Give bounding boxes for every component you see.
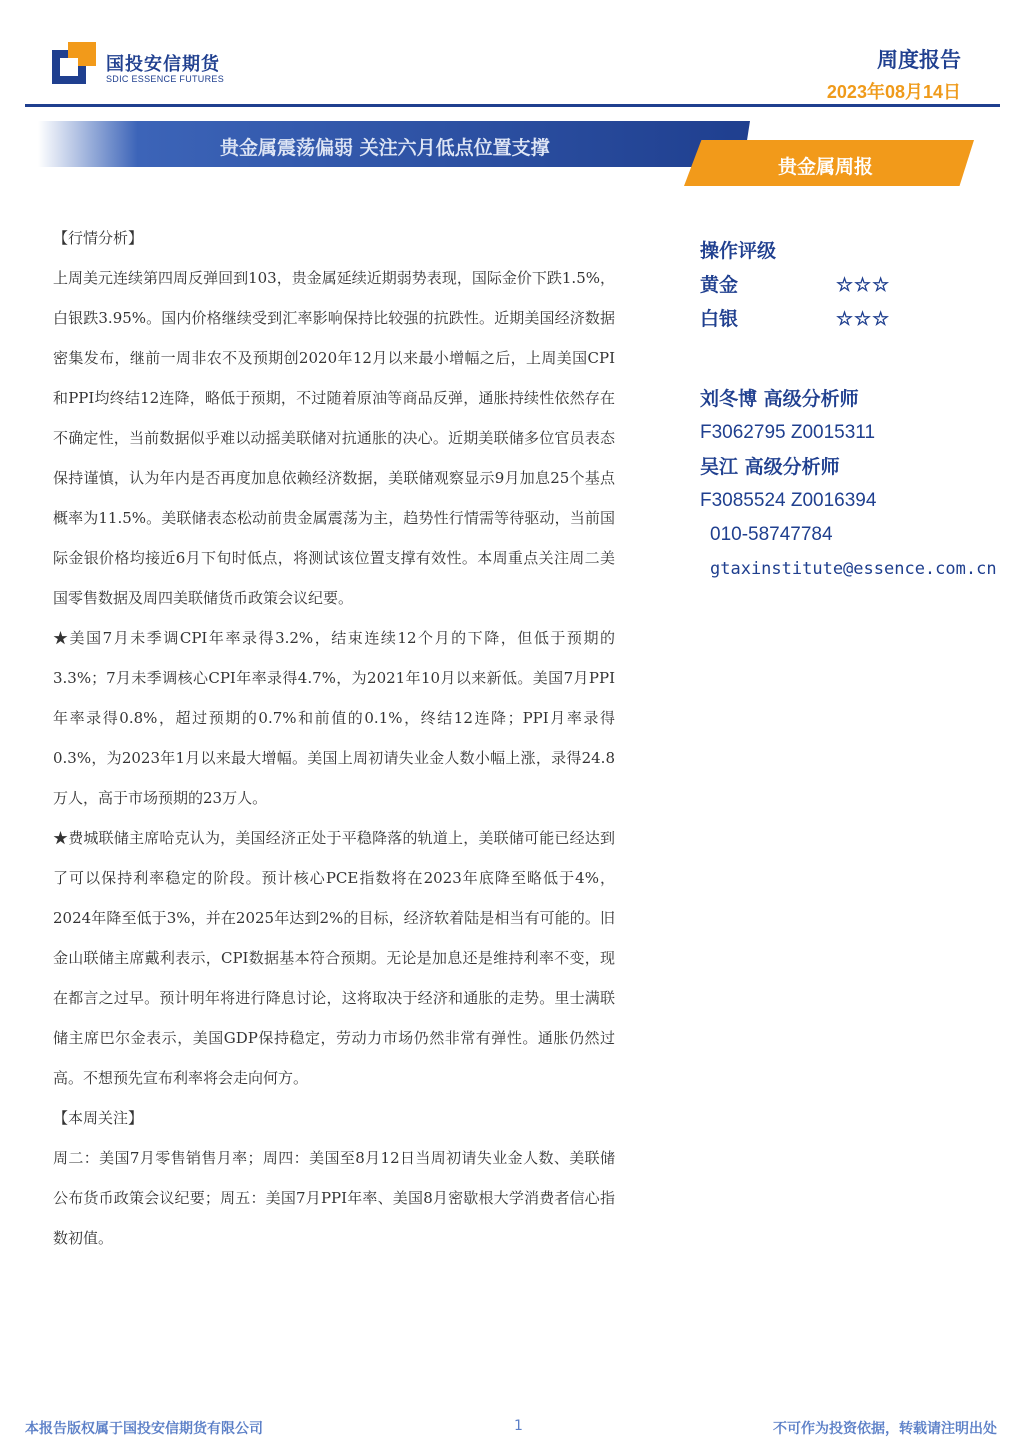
category-label: 贵金属周报 <box>778 156 874 178</box>
rating-name: 黄金 <box>700 274 739 296</box>
report-date: 2023年08月14日 <box>826 82 961 102</box>
logo-mark-icon <box>52 42 100 86</box>
paragraph-market-summary: 上周美元连续第四周反弹回到103，贵金属延续近期弱势表现，国际金价下跌1.5%，白银跌3.95%。国内价格继续受到汇率影响保持比较强的抗跌性。近期美国经济数据密集发布，继前一周非农不及预期创2020年12月以来最小增幅之后，上周美国CPI和PPI均终结12连降，略低于预期，不过随着原油等商品反弹，通胀持续性依然存在不确定性，当前数据似乎难以动摇美联储对抗通胀的决心。近期美联储多位官员表态保持谨慎，认为年内是否再度加息依赖经济数据，美联储观察显示9月加息25个基点概率为11.5%。美联储表态松动前贵金属震荡为主，趋势性行情需等待驱动，当前国际金银价格均接近6月下旬时低点，将测试该位置支撑有效性。本周重点关注周二美国零售数据及周四美联储货币政策会议纪要。 <box>53 269 615 607</box>
star-rating-icon: ☆☆☆ <box>836 274 891 296</box>
rating-row-silver <box>700 302 1025 336</box>
company-logo <box>52 42 252 90</box>
paragraph-fed-speakers: ★费城联储主席哈克认为，美国经济正处于平稳降落的轨道上，美联储可能已经达到了可以保持利率稳定的阶段。预计核心PCE指数将在2023年底降至略低于4%，2024年降至低于3%，并在2025年达到2%的目标，经济软着陆是相当有可能的。旧金山联储主席戴利表示，CPI数据基本符合预期。无论是加息还是维持利率不变，现在都言之过早。预计明年将进行降息讨论，这将取决于经济和通胀的走势。里士满联储主席巴尔金表示，美国GDP保持稳定，劳动力市场仍然非常有弹性。通胀仍然过高。不想预先宣布利率将会走向何方。 <box>53 829 615 1087</box>
rating-row-gold <box>700 268 1025 302</box>
report-type: 周度报告 <box>877 48 961 72</box>
footer-copyright: 本报告版权属于国投安信期货有限公司 <box>25 1421 263 1437</box>
contact-phone: 010-58747784 <box>710 524 833 545</box>
rating-title: 操作评级 <box>700 240 777 262</box>
logo-text-en: SDIC ESSENCE FUTURES <box>106 74 225 84</box>
footer-disclaimer: 不可作为投资依据，转载请注明出处 <box>773 1421 997 1437</box>
rating-name: 白银 <box>700 308 739 330</box>
paragraph-calendar: 周二：美国7月零售销售月率；周四：美国至8月12日当周初请失业金人数、美联储公布货币政策会议纪要；周五：美国7月PPI年率、美国8月密歇根大学消费者信心指数初值。 <box>53 1149 615 1247</box>
contact-email[interactable]: gtaxinstitute@essence.com.cn <box>710 559 997 579</box>
report-title: 贵金属震荡偏弱 关注六月低点位置支撑 <box>220 137 550 159</box>
section-heading-market-analysis: 【行情分析】 <box>53 229 144 247</box>
analyst-cert: F3062795 Z0015311 <box>700 422 876 443</box>
main-content <box>53 218 615 1258</box>
paragraph-us-data: ★美国7月未季调CPI年率录得3.2%，结束连续12个月的下降，但低于预期的3.3%；7月未季调核心CPI年率录得4.7%，为2021年10月以来新低。美国7月PPI年率录得0.8%，超过预期的0.7%和前值的0.1%，终结12连降；PPI月率录得0.3%，为2023年1月以来最大增幅。美国上周初请失业金人数小幅上涨，录得24.8万人，高于市场预期的23万人。 <box>53 629 615 807</box>
analyst-cert: F3085524 Z0016394 <box>700 490 877 511</box>
analyst-list <box>700 382 1025 586</box>
logo-text-cn: 国投安信期货 <box>106 54 220 75</box>
page-number: 1 <box>514 1418 523 1434</box>
analyst-name: 吴江 高级分析师 <box>700 456 840 478</box>
star-rating-icon: ☆☆☆ <box>836 308 891 330</box>
sidebar <box>700 234 1025 586</box>
header-divider <box>25 104 1000 107</box>
analyst-name: 刘冬博 高级分析师 <box>700 388 859 410</box>
section-heading-this-week: 【本周关注】 <box>53 1109 144 1127</box>
